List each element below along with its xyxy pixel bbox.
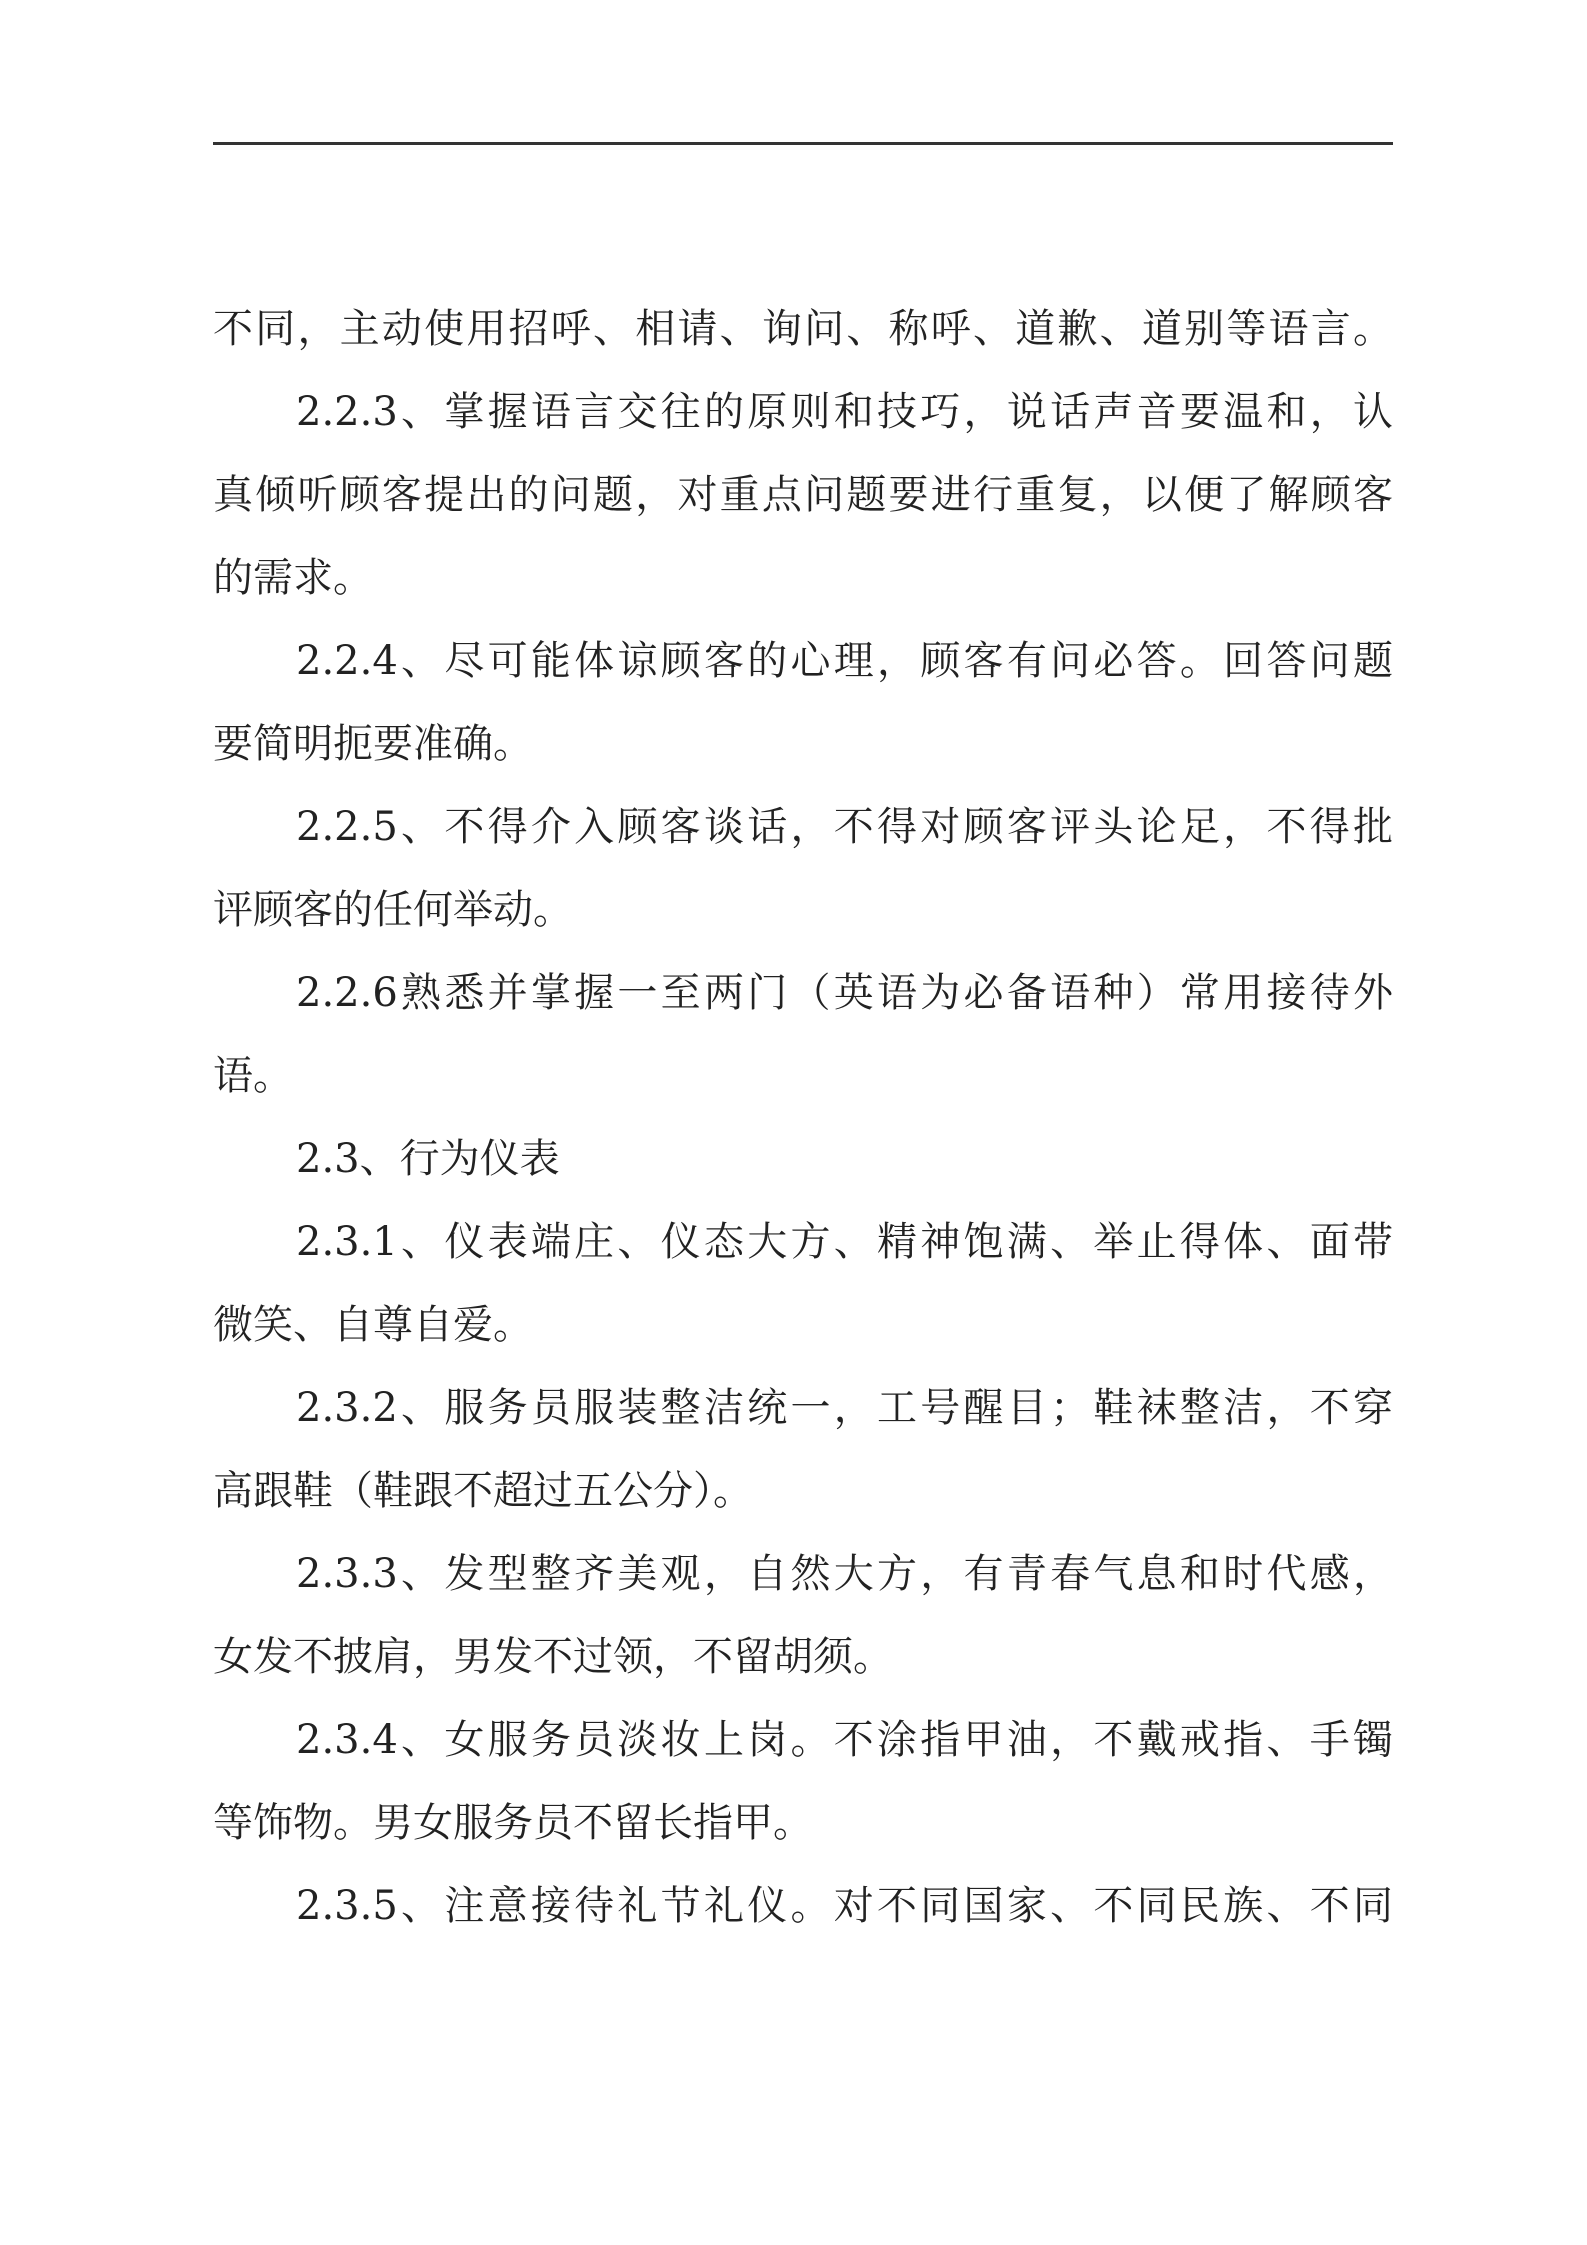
text-line: 评顾客的任何举动。 — [213, 887, 573, 933]
text-line: 2.3、行为仪表 — [296, 1136, 560, 1182]
text-line: 等饰物。男女服务员不留长指甲。 — [213, 1800, 813, 1846]
header-rule — [213, 142, 1393, 145]
text-line: 高跟鞋（鞋跟不超过五公分）。 — [213, 1468, 753, 1514]
text-line: 2.3.1、仪表端庄、仪态大方、精神饱满、举止得体、面带 — [296, 1219, 1393, 1265]
text-line: 2.2.4、尽可能体谅顾客的心理，顾客有问必答。回答问题 — [296, 638, 1393, 684]
text-line: 2.2.6熟悉并掌握一至两门（英语为必备语种）常用接待外 — [296, 970, 1393, 1016]
text-line: 不同，主动使用招呼、相请、询问、称呼、道歉、道别等语言。 — [213, 306, 1393, 352]
text-line: 2.3.2、服务员服装整洁统一，工号醒目；鞋袜整洁，不穿 — [296, 1385, 1393, 1431]
document-body — [213, 288, 1393, 1948]
text-line: 2.2.5、不得介入顾客谈话，不得对顾客评头论足，不得批 — [296, 804, 1393, 850]
text-line: 2.3.4、女服务员淡妆上岗。不涂指甲油，不戴戒指、手镯 — [296, 1717, 1393, 1763]
text-line: 微笑、自尊自爱。 — [213, 1302, 533, 1348]
text-line: 女发不披肩，男发不过领，不留胡须。 — [213, 1634, 893, 1680]
text-line: 的需求。 — [213, 555, 373, 601]
text-line: 2.3.5、注意接待礼节礼仪。对不同国家、不同民族、不同 — [296, 1883, 1393, 1929]
text-line: 语。 — [213, 1053, 293, 1099]
text-line: 2.3.3、发型整齐美观，自然大方，有青春气息和时代感， — [296, 1551, 1393, 1597]
text-line: 2.2.3、掌握语言交往的原则和技巧，说话声音要温和，认 — [296, 389, 1393, 435]
text-line: 要简明扼要准确。 — [213, 721, 533, 767]
text-line: 真倾听顾客提出的问题，对重点问题要进行重复，以便了解顾客 — [213, 472, 1393, 518]
